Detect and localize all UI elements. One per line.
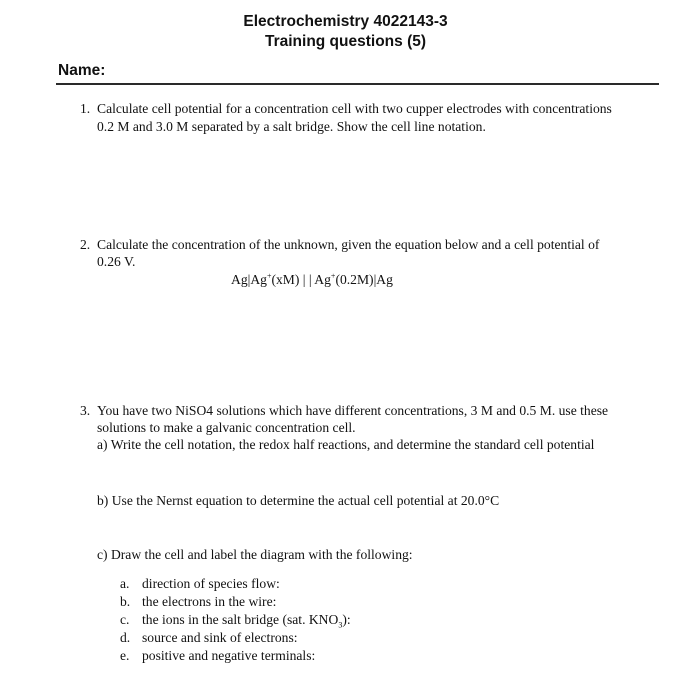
- document-title: Electrochemistry 4022143-3: [243, 13, 448, 30]
- question-text-line: You have two NiSO4 solutions which have different concentrations, 3 M and 0.5 M. use these: [97, 403, 609, 418]
- list-item-letter: a.: [120, 576, 130, 591]
- equation-part: (0.2M)|Ag: [335, 272, 393, 287]
- list-item-letter: d.: [120, 630, 131, 645]
- list-item: the electrons in the wire:: [142, 594, 277, 609]
- list-item-text: the ions in the salt bridge (sat. KNO: [142, 612, 339, 627]
- equation-charge: +: [330, 271, 336, 281]
- equation-part: (xM) | | Ag: [271, 272, 331, 287]
- list-item: positive and negative terminals:: [142, 648, 316, 663]
- equation-part: Ag|Ag: [231, 272, 267, 287]
- question-part-b: b) Use the Nernst equation to determine the actual cell potential at 20.0°C: [97, 493, 500, 508]
- list-item: [142, 611, 351, 629]
- question-part-c: c) Draw the cell and label the diagram with the following:: [97, 547, 413, 562]
- list-item: direction of species flow:: [142, 576, 280, 591]
- name-underline: [56, 83, 659, 85]
- list-item: source and sink of electrons:: [142, 630, 298, 645]
- question-text-line: Calculate the concentration of the unknown, given the equation below and a cell potential of: [97, 237, 600, 252]
- equation-charge: +: [266, 271, 272, 281]
- name-label: Name:: [58, 62, 106, 79]
- question-text-line: 0.2 M and 3.0 M separated by a salt bridge. Show the cell line notation.: [97, 119, 486, 134]
- document-subtitle: Training questions (5): [264, 33, 427, 50]
- list-item-letter: b.: [120, 594, 131, 609]
- question-part-a: a) Write the cell notation, the redox half reactions, and determine the standard cell potential: [97, 437, 595, 452]
- question-text-line: solutions to make a galvanic concentration cell.: [97, 420, 356, 435]
- list-item-letter: e.: [120, 648, 130, 663]
- list-item-letter: c.: [120, 612, 130, 627]
- question-number: 3.: [80, 403, 91, 418]
- subscript: 3: [338, 620, 343, 630]
- list-item-text: ):: [342, 612, 351, 627]
- question-text-line: Calculate cell potential for a concentration cell with two cupper electrodes with concentrations: [97, 101, 612, 116]
- question-number: 1.: [80, 101, 91, 116]
- question-text-line: 0.26 V.: [97, 254, 136, 269]
- question-number: 2.: [80, 237, 91, 252]
- cell-notation-equation: [231, 271, 393, 289]
